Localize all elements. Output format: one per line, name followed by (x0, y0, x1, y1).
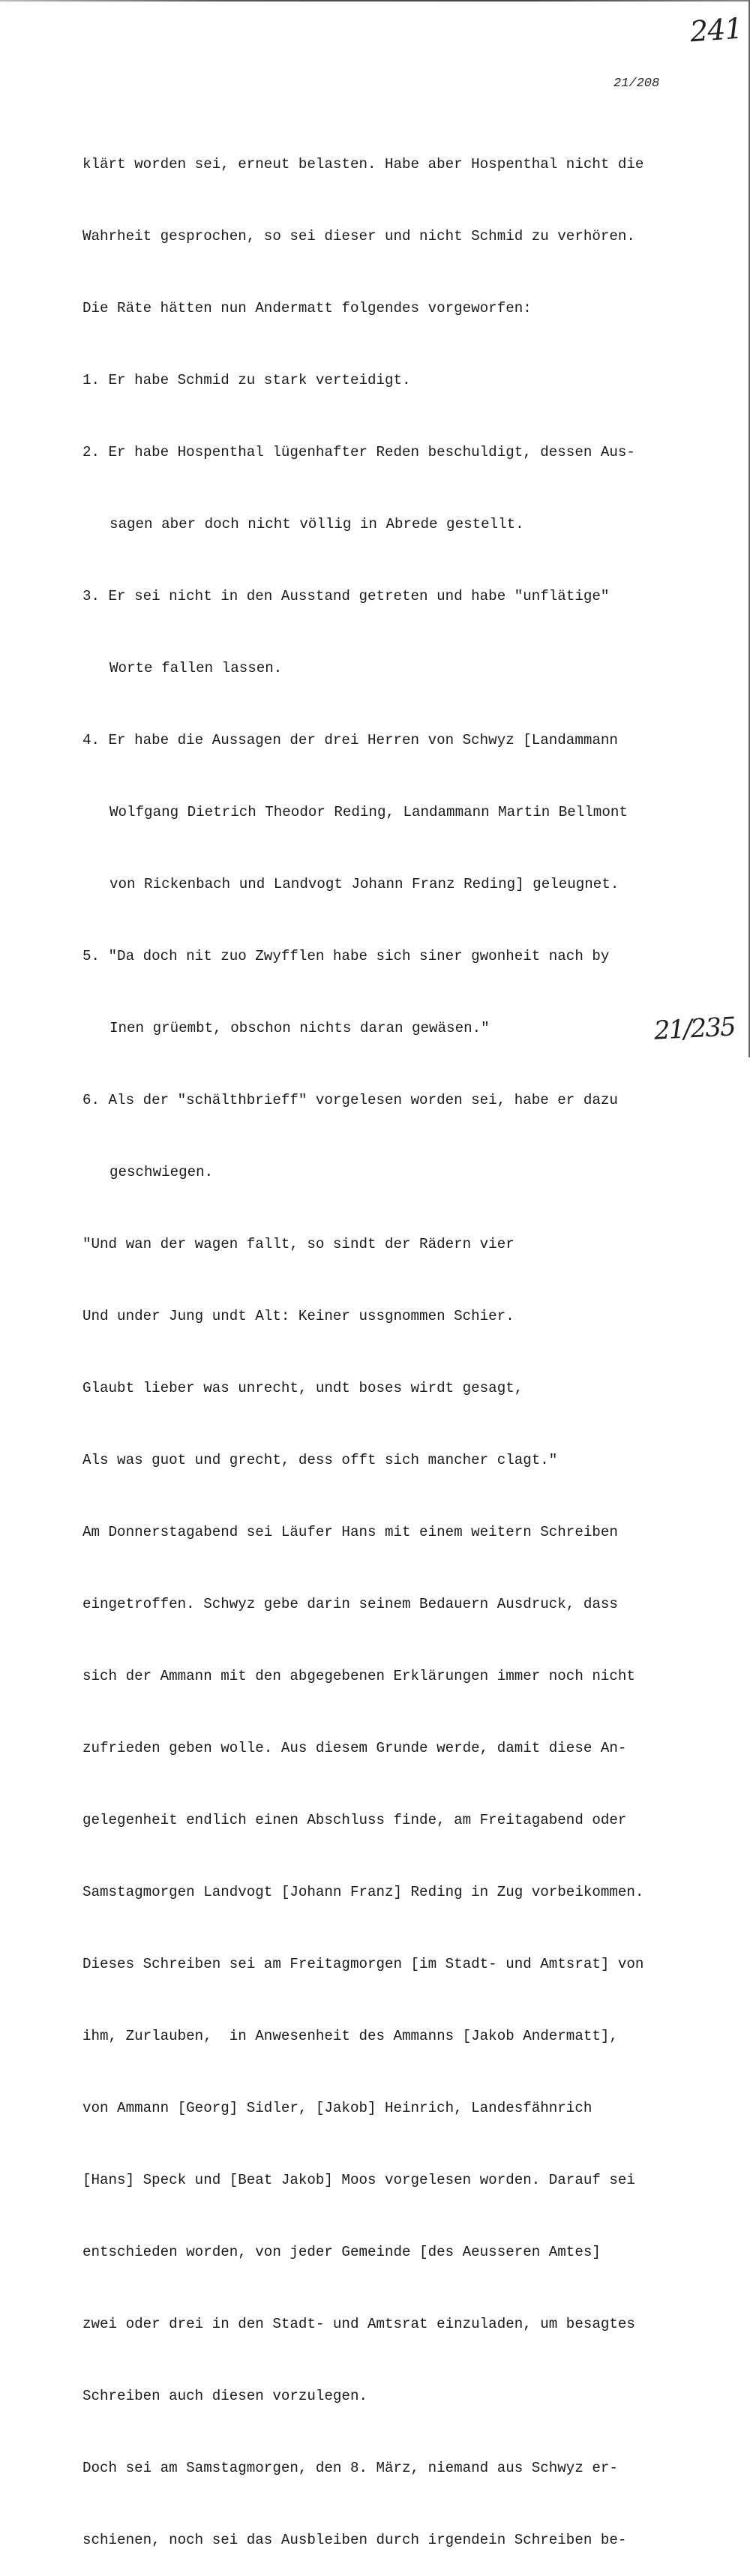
text-line: Wahrheit gesprochen, so sei dieser und nicht Schmid zu verhören. (82, 228, 635, 244)
page-edge-top (0, 0, 750, 1)
text-line: [Hans] Speck und [Beat Jakob] Moos vorgelesen worden. Darauf sei (82, 2172, 635, 2188)
list-item-4-cont: Wolfgang Dietrich Theodor Reding, Landammann Martin Bellmont (110, 804, 628, 820)
verse-line: Und under Jung undt Alt: Keiner ussgnommen Schier. (82, 1308, 514, 1324)
text-line: Dieses Schreiben sei am Freitagmorgen [im Stadt- und Amtsrat] von (82, 1956, 644, 1972)
text-line: von Ammann [Georg] Sidler, [Jakob] Heinrich, Landesfähnrich (82, 2100, 592, 2116)
text-line: Am Donnerstagabend sei Läufer Hans mit einem weitern Schreiben (82, 1524, 618, 1540)
list-item-5-cont: Inen grüembt, obschon nichts daran gewäsen." (110, 1020, 490, 1036)
text-line: klärt worden sei, erneut belasten. Habe aber Hospenthal nicht die (82, 156, 644, 172)
list-item-1: 1. Er habe Schmid zu stark verteidigt. (82, 372, 411, 388)
body-text (82, 104, 720, 2576)
list-item-3: 3. Er sei nicht in den Ausstand getreten und habe "unflätige" (82, 588, 610, 604)
list-item-5: 5. "Da doch nit zuo Zwyfflen habe sich siner gwonheit nach by (82, 948, 610, 964)
verse-line: Als was guot und grecht, dess offt sich mancher clagt." (82, 1452, 558, 1468)
text-line: eingetroffen. Schwyz gebe darin seinem Bedauern Ausdruck, dass (82, 1596, 618, 1612)
list-item-2-cont: sagen aber doch nicht völlig in Abrede gestellt. (110, 516, 524, 532)
text-line: gelegenheit endlich einen Abschluss finde, am Freitagabend oder (82, 1812, 627, 1828)
list-item-4-cont: von Rickenbach und Landvogt Johann Franz Reding] geleugnet. (110, 876, 620, 892)
text-line: ihm, Zurlauben, in Anwesenheit des Ammanns [Jakob Andermatt], (82, 2028, 618, 2044)
text-line: Samstagmorgen Landvogt [Johann Franz] Reding in Zug vorbeikommen. (82, 1884, 644, 1900)
verse-line: "Und wan der wagen fallt, so sindt der Rädern vier (82, 1236, 514, 1252)
text-line: Die Räte hätten nun Andermatt folgendes vorgeworfen: (82, 300, 532, 316)
text-line: zufrieden geben wolle. Aus diesem Grunde werde, damit diese An- (82, 1740, 627, 1756)
text-line: zwei oder drei in den Stadt- und Amtsrat einzuladen, um besagtes (82, 2316, 635, 2332)
document-reference: 21/208 (614, 76, 660, 91)
text-line: Doch sei am Samstagmorgen, den 8. März, niemand aus Schwyz er- (82, 2460, 618, 2476)
handwritten-archive-number: 21/235 (653, 1012, 736, 1046)
text-line: schienen, noch sei das Ausbleiben durch irgendein Schreiben be- (82, 2532, 627, 2548)
handwritten-page-number: 241 (688, 11, 743, 49)
text-line: entschieden worden, von jeder Gemeinde [des Aeusseren Amtes] (82, 2244, 601, 2260)
list-item-6-cont: geschwiegen. (110, 1164, 214, 1180)
list-item-4: 4. Er habe die Aussagen der drei Herren von Schwyz [Landammann (82, 732, 618, 748)
list-item-3-cont: Worte fallen lassen. (110, 660, 283, 676)
text-line: Schreiben auch diesen vorzulegen. (82, 2388, 368, 2404)
text-line: sich der Ammann mit den abgegebenen Erklärungen immer noch nicht (82, 1668, 635, 1684)
list-item-2: 2. Er habe Hospenthal lügenhafter Reden beschuldigt, dessen Aus- (82, 444, 635, 460)
verse-line: Glaubt lieber was unrecht, undt boses wirdt gesagt, (82, 1380, 524, 1396)
list-item-6: 6. Als der "schälthbrieff" vorgelesen worden sei, habe er dazu (82, 1092, 618, 1108)
